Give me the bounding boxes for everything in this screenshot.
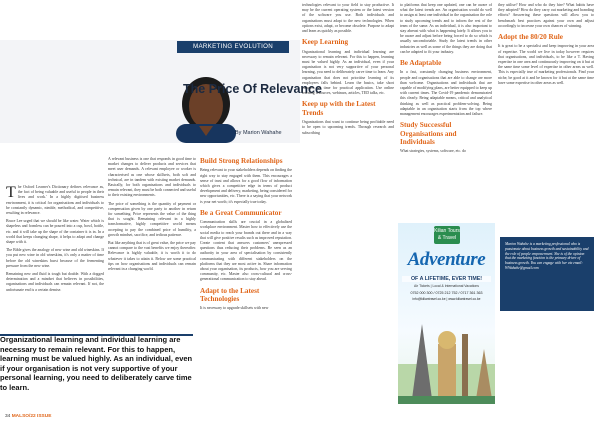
ad-subline: Air Tickets | Local & International Vacations	[414, 284, 479, 288]
column-6	[498, 3, 594, 233]
paragraph: technologies relevant to your field to stay productive. It may be the current operating system or the latest version of the software you use. Both individuals and organisations must adapt to the new technologies. When options exist, adapt, or become obsolete. Purpose to adapt and learn as quickly as possible.	[302, 3, 394, 34]
paragraph: It is necessary to upgrade skillsets with new	[200, 306, 269, 311]
paragraph: Remaining new and fluid is tough but doable. With a dogged determination and a mindset that believes in possibilities, organisations and individuals can remain relevant. If not, the unfortunate end is a certain demise.	[6, 272, 104, 292]
paragraph: Organisational learning and individual learning are necessary to remain relevant. For this to happen, learning must be valued highly. As an individual, even if your organisation is not very supportive of your personal learning, you need to deliberately carve time to learn. Any organisation that does not prioritise learning of its employees falls behind. Learn the basics, take short courses, set time for practical application. Use online learning resources, webinars, articles, TED talks, etc.	[302, 49, 394, 96]
issue-label: MALSO/22 ISSUE	[11, 414, 52, 419]
column-1	[6, 185, 104, 296]
ad-tagline: OF A LIFETIME, EVER TIME!	[402, 276, 491, 282]
author-bio-box: Marion Wahahe is a marketing professional who is passionate about business growth and sustainability and the role of people empowerment. She is of the opinion that the marketing function is the primary driver of business growth. You can engage with her via email: WWahahe@gmail.com	[500, 237, 594, 311]
paragraph: Communication skills are crucial in a globalised workplace environment. Master how to effectively use the social media to reach your brands out there and in a way that will give positive results such as improved reputation. Create content that answers customers' unexpressed questions thus reducing their problems. Be seen as an authority in your area of specialisation by consistently communicating with different stakeholders on the platforms that they are most active in. Share information about your organisation, its products, how you are serving community, etc. Master also cross-cultural and cross-generational communication to stay ahead.	[200, 220, 292, 282]
advertiser-logo: Kilian Tours & Travel	[434, 226, 460, 244]
subheading: Adopt the 80/20 Rule	[498, 33, 563, 42]
subheading: Keep up with the Latest Trends	[302, 100, 376, 117]
column-5	[400, 3, 492, 217]
page-footer	[5, 414, 51, 419]
paragraph: In a fast, constantly changing business environment, people and organisations that are able to change are more than welcome. Organisations and individuals that are capable of modifying plans, are better equipped to keep up with current times. The Covid-19 pandemic demonstrated this clearly. Being adaptable means, critical and analytical thinking as well as practical problem-solving. Being adaptable in an organisation starts from the top where management encourages experimentation and failure.	[400, 70, 492, 117]
paragraph: The price of something is the quantity of payment or compensation given by one party to another in return for something. Price represents the value of the thing that is sought. Remaining relevant in a highly transformative, highly competitive world means accepting to pay the combined price of humility, a growth mindset, sacrifice, and tedious patience.	[108, 201, 196, 237]
subheading: Be a Great Communicator	[200, 208, 282, 217]
paragraph: he Oxford Learner's Dictionary defines relevance as, the fact of being valuable and useful to people in their lives and work.' In a highly digitised business environment, it is critical for organisations and individuals to be constantly dynamic, nimble, methodical, and competitive, resulting in relevance.	[6, 185, 104, 216]
paragraph: to platforms that keep one updated, one can be aware of what the latest trends are. An organisation would do well to assign at least one individual in the organisation the role to study upcoming trends and to inform the rest of the team of the same. As an individual, it is also important to stay abreast with what is happening lately. It allows you to be aware and adjust before being forced to do so which is usually uncomfortable. Study the latest trends in other industries as well as some of the things they are doing that can be adapted to fit your industry.	[400, 3, 492, 54]
pull-quote: Organizational learning and individual learning are necessary to remain relevant. For this to happen, learning must be valued highly. As an individual, even if your organisation is not very supportive of your personal learning, you need to deliberately carve time to learn.	[0, 335, 193, 392]
paragraph: The Bible gives the analogy of new wine and old wineskins. If you put new wine in old wineskins, it's only a matter of time before the old wineskins burst because of the fermenting pressure from the new wine.	[6, 248, 104, 268]
paragraph: A relevant business is one that responds in good time to market changes to deliver products and services that meet user demands. A relevant employee or worker is characterised as one whose skillsets, both soft and technical, are in tandem with existing market demands. Basically, for both organisations and individuals to remain relevant, they must be both connected and useful to their existing environments.	[108, 157, 196, 198]
subheading: Keep Learning	[302, 38, 349, 47]
ad-phone: 0752 000 300 / 0725 212 752 / 0717 361 363	[410, 291, 483, 295]
subheading: Be Adaptable	[400, 59, 442, 68]
column-2	[108, 157, 196, 275]
landmarks-illustration	[398, 304, 495, 404]
ad-web: info@kiliantravel.co.ke | www.kiliantravel.co.ke	[412, 297, 481, 301]
paragraph: Being relevant to your stakeholders depends on finding the right way to stay engaged with them. This encourages a sense of trust and allows for a good flow of information which gives a competitive edge in terms of product development and delivery, marketing, being considered for new opportunities, etc. There is a saying that your network is your net worth; it's especially true today.	[200, 168, 292, 204]
paragraph: But like anything that is of great value, the price we pay cannot compare to the vast benefits we enjoy thereafter. Relevance is highly valuable, it is worth it to do whatever it takes to attain it. Below are some practical tips on how organisations and individuals can remain relevant in a changing world.	[108, 241, 196, 272]
subheading: Adapt to the Latest Technologies	[200, 286, 260, 304]
subheading: Study Successful Organisations and Individuals	[400, 121, 457, 147]
paragraph: It is great to be a specialist and keep improving in your area of expertise. The world we live in today however requires that organisations, and individuals, to be like a T. Having expertise in one area and continuously improving on it but at the same time some level of expertise in other areas as well. This is especially true of marketing professionals. Find your niche, be good at it and be known for it but at the same time have some expertise in other areas as well.	[498, 44, 594, 85]
paragraph: What strategies, systems, software, etc. do	[400, 149, 467, 154]
column-3	[200, 153, 292, 415]
section-banner: MARKETING EVOLUTION	[177, 41, 289, 53]
article-title: The Price Of Relevance	[183, 82, 322, 96]
page-number: 34	[5, 414, 11, 419]
paragraph: they utilise? How and who do they hire? What habits have they adopted? How do they carry out marketing and branding efforts? Answering these questions will allow you to benchmark best practices against your own and adjust accordingly to increase your own chances of winning.	[498, 3, 594, 28]
travel-advertisement[interactable]	[398, 223, 495, 404]
drop-cap: T	[6, 184, 16, 201]
subheading: Build Strong Relationships	[200, 157, 283, 165]
paragraph: Organisations that want to continue being profitable need to be open to upcoming trends. Through research and subscribing	[302, 120, 394, 135]
paragraph: Bruce Lee urged that we should be like water. Water which is shapeless and formless can be poured into a cup, bowl, bottle, etc. and it will take up the shape of the container it is in. In a world that keeps changing shape, it helps to adapt and change shape with it.	[6, 219, 104, 245]
column-4	[302, 3, 394, 215]
ad-headline: Adventure	[407, 249, 486, 270]
author-byline: By Marion Wahahe	[235, 130, 282, 136]
